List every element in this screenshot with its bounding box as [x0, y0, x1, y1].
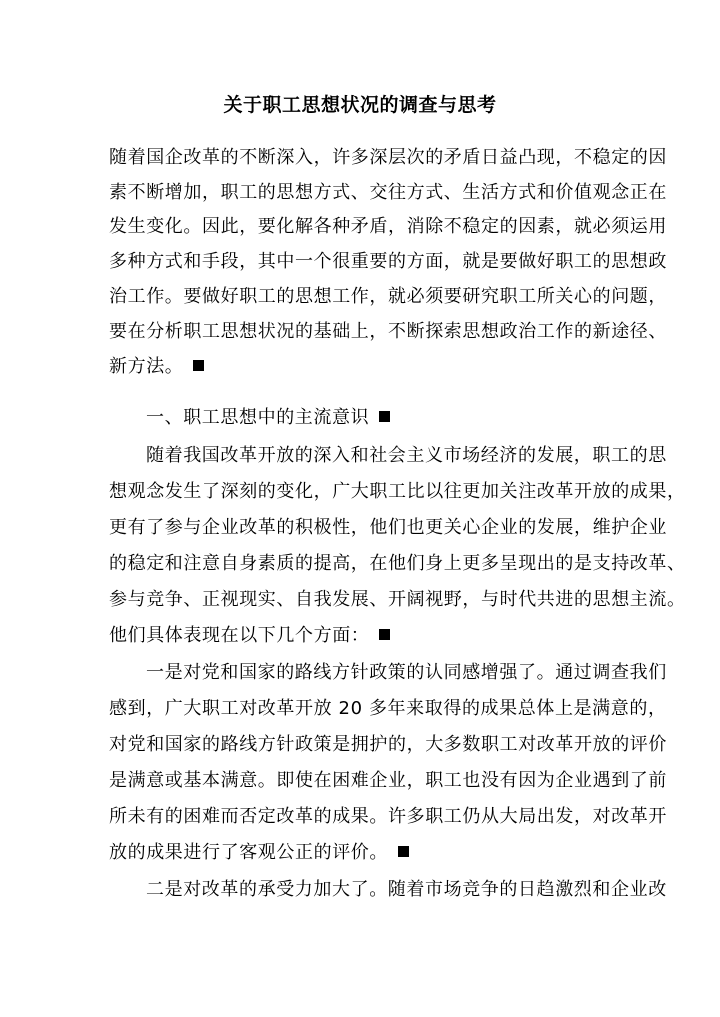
paragraph-line: 更有了参与企业改革的积极性，他们也更关心企业的发展，维护企业 — [109, 517, 667, 538]
paragraph-line-with-mark — [109, 353, 204, 381]
paragraph-line: 对党和国家的路线方针政策是拥护的，大多数职工对改革开放的评价 — [109, 734, 667, 755]
section-heading-line — [146, 404, 390, 432]
paragraph-line: 新方法。 — [109, 356, 184, 377]
document-title: 关于职工思想状况的调查与思考 — [223, 94, 497, 116]
paragraph-line: 是满意或基本满意。即使在困难企业，职工也没有因为企业遇到了前 — [109, 770, 667, 791]
square-marker-icon — [398, 846, 409, 857]
paragraph-line: 参与竞争、正视现实、自我发展、开阔视野，与时代共进的思想主流。 — [109, 589, 686, 610]
paragraph-line: 他们具体表现在以下几个方面： — [109, 625, 370, 646]
paragraph-line: 一是对党和国家的路线方针政策的认同感增强了。通过调查我们 — [146, 662, 667, 683]
paragraph-line: 感到，广大职工对改革开放 20 多年来取得的成果总体上是满意的， — [109, 698, 667, 719]
square-marker-icon — [379, 411, 390, 422]
paragraph-line: 要在分析职工思想状况的基础上，不断探索思想政治工作的新途径、 — [109, 321, 667, 342]
paragraph-line: 二是对改革的承受力加大了。随着市场竞争的日趋激烈和企业改 — [146, 879, 667, 900]
paragraph-line: 治工作。要做好职工的思想工作，就必须要研究职工所关心的问题， — [109, 286, 667, 307]
paragraph-line: 随着国企改革的不断深入，许多深层次的矛盾日益凸现，不稳定的因 — [109, 147, 667, 168]
paragraph-line: 想观念发生了深刻的变化，广大职工比以往更加关注改革开放的成果， — [109, 481, 686, 502]
paragraph-line: 的稳定和注意自身素质的提高，在他们身上更多呈现出的是支持改革、 — [109, 553, 686, 574]
square-marker-icon — [379, 629, 390, 640]
paragraph-line: 多种方式和手段，其中一个很重要的方面，就是要做好职工的思想政 — [109, 251, 667, 272]
paragraph-line: 随着我国改革开放的深入和社会主义市场经济的发展，职工的思 — [146, 445, 667, 466]
paragraph-line: 所未有的困难而否定改革的成果。许多职工仍从大局出发，对改革开 — [109, 806, 667, 827]
square-marker-icon — [193, 360, 204, 371]
paragraph-line: 发生变化。因此，要化解各种矛盾，消除不稳定的因素，就必须运用 — [109, 216, 667, 237]
paragraph-line-with-mark — [109, 622, 390, 650]
paragraph-line: 素不断增加，职工的思想方式、交往方式、生活方式和价值观念正在 — [109, 182, 667, 203]
section-heading: 一、职工思想中的主流意识 — [146, 407, 370, 428]
paragraph-line: 放的成果进行了客观公正的评价。 — [109, 842, 388, 863]
paragraph-line-with-mark — [109, 839, 409, 867]
